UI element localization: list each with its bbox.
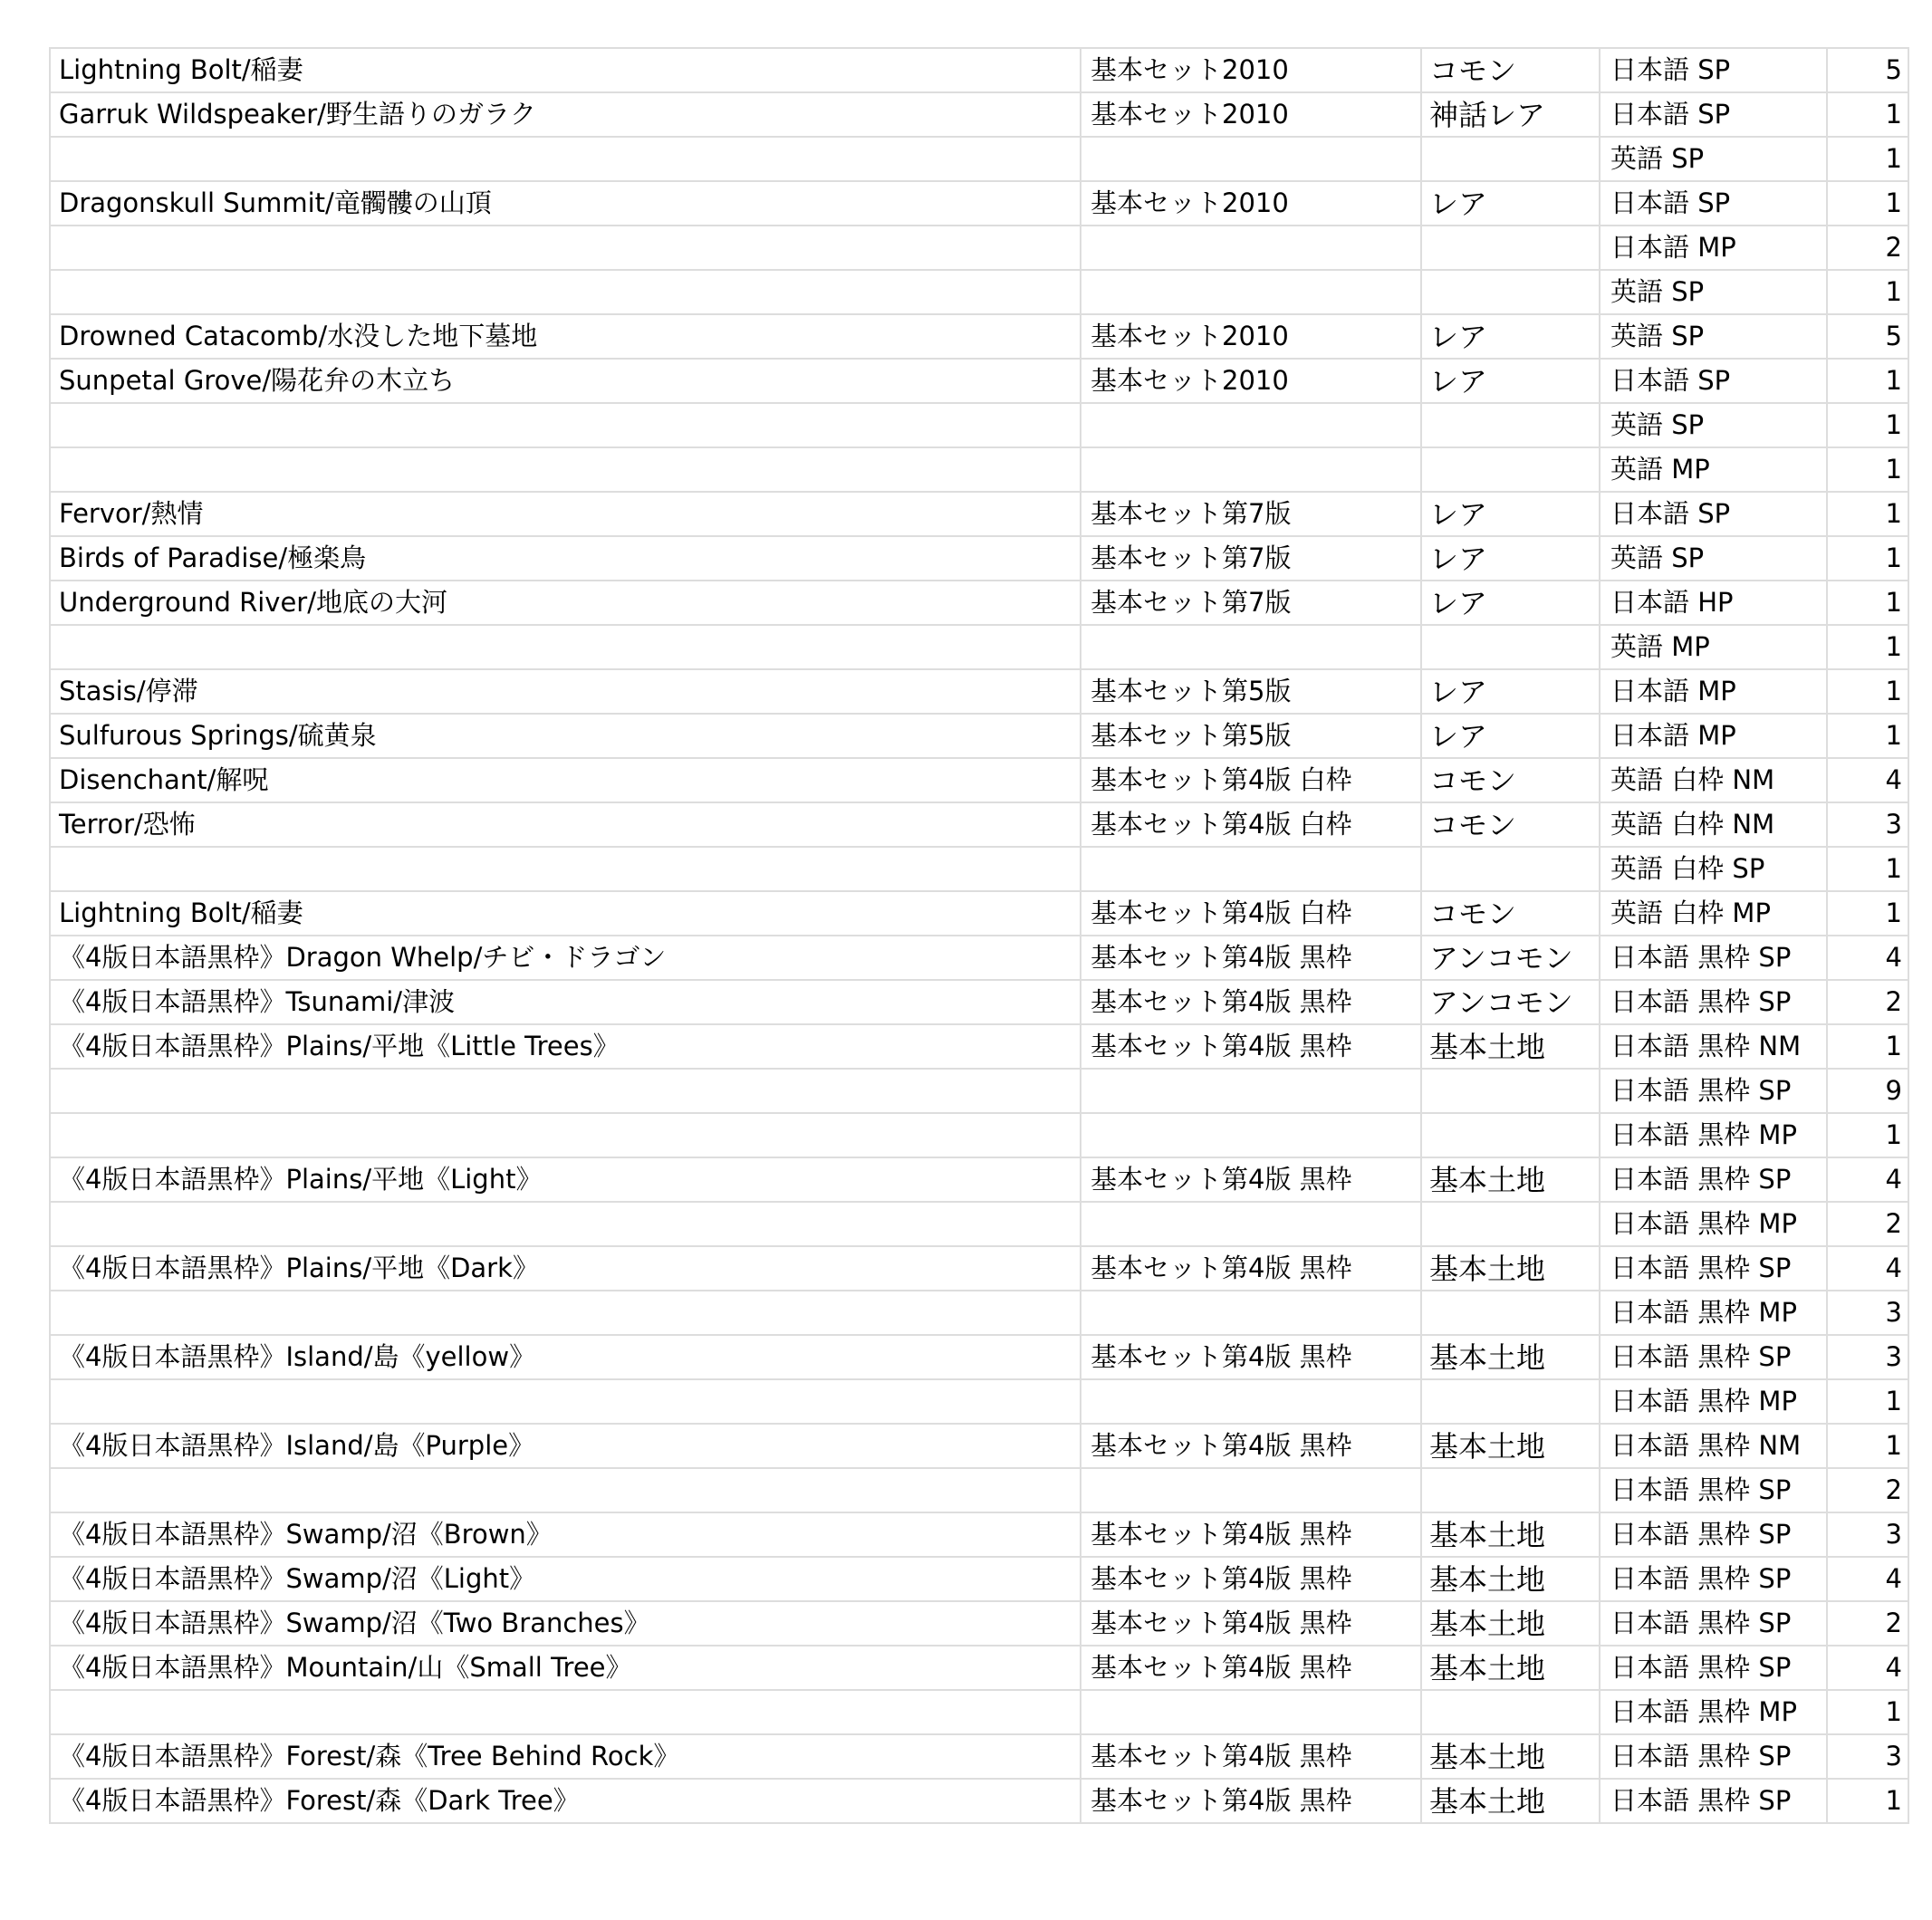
quantity-cell: 1 xyxy=(1827,669,1908,714)
table-row xyxy=(50,1646,1908,1690)
condition-cell: 英語 白枠 MP xyxy=(1600,891,1827,936)
table-row xyxy=(50,1468,1908,1512)
quantity-cell: 4 xyxy=(1827,1557,1908,1601)
set-cell xyxy=(1081,403,1421,447)
card-name-cell: Drowned Catacomb/水没した地下墓地 xyxy=(50,314,1081,359)
card-name-cell: Underground River/地底の大河 xyxy=(50,581,1081,625)
set-cell xyxy=(1081,1291,1421,1335)
table-row xyxy=(50,92,1908,137)
quantity-cell: 3 xyxy=(1827,1291,1908,1335)
set-cell: 基本セット第4版 黒枠 xyxy=(1081,1601,1421,1646)
condition-cell: 日本語 SP xyxy=(1600,181,1827,226)
inventory-table-body xyxy=(50,48,1908,1823)
condition-cell: 英語 白枠 NM xyxy=(1600,758,1827,802)
condition-cell: 日本語 SP xyxy=(1600,48,1827,92)
card-name-cell: 《4版日本語黒枠》Swamp/沼《Two Branches》 xyxy=(50,1601,1081,1646)
card-name-cell: 《4版日本語黒枠》Tsunami/津波 xyxy=(50,980,1081,1024)
rarity-cell: レア xyxy=(1421,492,1600,536)
condition-cell: 日本語 黒枠 SP xyxy=(1600,1512,1827,1557)
card-name-cell: 《4版日本語黒枠》Plains/平地《Little Trees》 xyxy=(50,1024,1081,1069)
rarity-cell xyxy=(1421,1379,1600,1424)
quantity-cell: 1 xyxy=(1827,92,1908,137)
set-cell: 基本セット第5版 xyxy=(1081,669,1421,714)
rarity-cell xyxy=(1421,226,1600,270)
condition-cell: 英語 白枠 NM xyxy=(1600,802,1827,847)
table-row xyxy=(50,936,1908,980)
quantity-cell: 3 xyxy=(1827,1335,1908,1379)
table-row xyxy=(50,1601,1908,1646)
condition-cell: 日本語 黒枠 MP xyxy=(1600,1379,1827,1424)
table-row xyxy=(50,314,1908,359)
quantity-cell: 1 xyxy=(1827,1779,1908,1823)
condition-cell: 英語 SP xyxy=(1600,314,1827,359)
card-name-cell: 《4版日本語黒枠》Plains/平地《Dark》 xyxy=(50,1246,1081,1291)
table-row xyxy=(50,714,1908,758)
table-row xyxy=(50,1779,1908,1823)
card-name-cell: Lightning Bolt/稲妻 xyxy=(50,48,1081,92)
rarity-cell: レア xyxy=(1421,714,1600,758)
rarity-cell: レア xyxy=(1421,314,1600,359)
table-row xyxy=(50,270,1908,314)
condition-cell: 日本語 黒枠 MP xyxy=(1600,1113,1827,1157)
inventory-table xyxy=(49,47,1909,1824)
rarity-cell: アンコモン xyxy=(1421,980,1600,1024)
quantity-cell: 1 xyxy=(1827,359,1908,403)
set-cell: 基本セット第4版 白枠 xyxy=(1081,758,1421,802)
set-cell xyxy=(1081,1113,1421,1157)
condition-cell: 日本語 黒枠 MP xyxy=(1600,1291,1827,1335)
table-row xyxy=(50,226,1908,270)
quantity-cell: 3 xyxy=(1827,1734,1908,1779)
condition-cell: 日本語 黒枠 NM xyxy=(1600,1024,1827,1069)
set-cell: 基本セット第7版 xyxy=(1081,536,1421,581)
quantity-cell: 1 xyxy=(1827,403,1908,447)
card-name-cell: 《4版日本語黒枠》Plains/平地《Light》 xyxy=(50,1157,1081,1202)
condition-cell: 日本語 HP xyxy=(1600,581,1827,625)
set-cell: 基本セット第5版 xyxy=(1081,714,1421,758)
condition-cell: 日本語 黒枠 SP xyxy=(1600,1601,1827,1646)
table-row xyxy=(50,1424,1908,1468)
card-name-cell xyxy=(50,137,1081,181)
condition-cell: 英語 SP xyxy=(1600,270,1827,314)
card-name-cell: 《4版日本語黒枠》Mountain/山《Small Tree》 xyxy=(50,1646,1081,1690)
rarity-cell xyxy=(1421,1069,1600,1113)
card-name-cell: Garruk Wildspeaker/野生語りのガラク xyxy=(50,92,1081,137)
rarity-cell: 基本土地 xyxy=(1421,1424,1600,1468)
quantity-cell: 2 xyxy=(1827,1601,1908,1646)
rarity-cell xyxy=(1421,1202,1600,1246)
quantity-cell: 1 xyxy=(1827,447,1908,492)
card-name-cell: 《4版日本語黒枠》Island/島《Purple》 xyxy=(50,1424,1081,1468)
table-row xyxy=(50,1512,1908,1557)
table-row xyxy=(50,1202,1908,1246)
table-row xyxy=(50,1157,1908,1202)
quantity-cell: 5 xyxy=(1827,48,1908,92)
table-row xyxy=(50,137,1908,181)
card-name-cell: Birds of Paradise/極楽鳥 xyxy=(50,536,1081,581)
rarity-cell xyxy=(1421,1113,1600,1157)
condition-cell: 日本語 MP xyxy=(1600,714,1827,758)
condition-cell: 日本語 MP xyxy=(1600,669,1827,714)
quantity-cell: 1 xyxy=(1827,1690,1908,1734)
rarity-cell: レア xyxy=(1421,359,1600,403)
card-name-cell xyxy=(50,625,1081,669)
rarity-cell: レア xyxy=(1421,581,1600,625)
rarity-cell: レア xyxy=(1421,536,1600,581)
quantity-cell: 1 xyxy=(1827,492,1908,536)
set-cell: 基本セット第4版 黒枠 xyxy=(1081,1335,1421,1379)
condition-cell: 英語 白枠 SP xyxy=(1600,847,1827,891)
table-row xyxy=(50,1379,1908,1424)
rarity-cell xyxy=(1421,1291,1600,1335)
quantity-cell: 1 xyxy=(1827,137,1908,181)
rarity-cell xyxy=(1421,447,1600,492)
rarity-cell: コモン xyxy=(1421,802,1600,847)
set-cell xyxy=(1081,1202,1421,1246)
quantity-cell: 1 xyxy=(1827,1024,1908,1069)
table-row xyxy=(50,48,1908,92)
table-row xyxy=(50,492,1908,536)
table-row xyxy=(50,1246,1908,1291)
card-name-cell: 《4版日本語黒枠》Swamp/沼《Brown》 xyxy=(50,1512,1081,1557)
condition-cell: 英語 MP xyxy=(1600,625,1827,669)
condition-cell: 日本語 黒枠 SP xyxy=(1600,1069,1827,1113)
quantity-cell: 1 xyxy=(1827,1379,1908,1424)
card-name-cell xyxy=(50,1202,1081,1246)
quantity-cell: 4 xyxy=(1827,1646,1908,1690)
rarity-cell: 基本土地 xyxy=(1421,1601,1600,1646)
condition-cell: 日本語 SP xyxy=(1600,359,1827,403)
set-cell: 基本セット第4版 黒枠 xyxy=(1081,1024,1421,1069)
rarity-cell: コモン xyxy=(1421,891,1600,936)
card-name-cell: 《4版日本語黒枠》Island/島《yellow》 xyxy=(50,1335,1081,1379)
table-row xyxy=(50,669,1908,714)
set-cell: 基本セット第4版 白枠 xyxy=(1081,891,1421,936)
rarity-cell: 基本土地 xyxy=(1421,1557,1600,1601)
set-cell xyxy=(1081,226,1421,270)
quantity-cell: 9 xyxy=(1827,1069,1908,1113)
condition-cell: 日本語 黒枠 SP xyxy=(1600,1734,1827,1779)
table-row xyxy=(50,181,1908,226)
set-cell: 基本セット第4版 黒枠 xyxy=(1081,1646,1421,1690)
rarity-cell: 基本土地 xyxy=(1421,1246,1600,1291)
set-cell: 基本セット第4版 黒枠 xyxy=(1081,1734,1421,1779)
table-row xyxy=(50,403,1908,447)
set-cell: 基本セット第4版 黒枠 xyxy=(1081,1512,1421,1557)
quantity-cell: 3 xyxy=(1827,1512,1908,1557)
card-name-cell: Dragonskull Summit/竜髑髏の山頂 xyxy=(50,181,1081,226)
condition-cell: 日本語 黒枠 SP xyxy=(1600,1246,1827,1291)
set-cell: 基本セット2010 xyxy=(1081,359,1421,403)
card-name-cell xyxy=(50,847,1081,891)
quantity-cell: 2 xyxy=(1827,1202,1908,1246)
quantity-cell: 1 xyxy=(1827,625,1908,669)
set-cell: 基本セット第4版 黒枠 xyxy=(1081,936,1421,980)
table-row xyxy=(50,1734,1908,1779)
condition-cell: 日本語 黒枠 MP xyxy=(1600,1202,1827,1246)
quantity-cell: 3 xyxy=(1827,802,1908,847)
set-cell xyxy=(1081,1069,1421,1113)
set-cell: 基本セット第4版 黒枠 xyxy=(1081,1246,1421,1291)
condition-cell: 日本語 黒枠 SP xyxy=(1600,1779,1827,1823)
table-row xyxy=(50,1113,1908,1157)
card-name-cell: Fervor/熱情 xyxy=(50,492,1081,536)
condition-cell: 日本語 SP xyxy=(1600,492,1827,536)
rarity-cell: コモン xyxy=(1421,758,1600,802)
card-name-cell xyxy=(50,1690,1081,1734)
quantity-cell: 1 xyxy=(1827,1424,1908,1468)
condition-cell: 日本語 黒枠 SP xyxy=(1600,1157,1827,1202)
rarity-cell xyxy=(1421,1468,1600,1512)
card-name-cell: 《4版日本語黒枠》Forest/森《Dark Tree》 xyxy=(50,1779,1081,1823)
card-name-cell: Terror/恐怖 xyxy=(50,802,1081,847)
table-row xyxy=(50,847,1908,891)
rarity-cell: 基本土地 xyxy=(1421,1512,1600,1557)
card-name-cell xyxy=(50,270,1081,314)
quantity-cell: 1 xyxy=(1827,891,1908,936)
set-cell xyxy=(1081,1468,1421,1512)
rarity-cell xyxy=(1421,270,1600,314)
set-cell xyxy=(1081,1379,1421,1424)
set-cell xyxy=(1081,137,1421,181)
rarity-cell: 基本土地 xyxy=(1421,1335,1600,1379)
quantity-cell: 1 xyxy=(1827,270,1908,314)
condition-cell: 英語 SP xyxy=(1600,403,1827,447)
set-cell xyxy=(1081,625,1421,669)
table-row xyxy=(50,1557,1908,1601)
set-cell: 基本セット第4版 黒枠 xyxy=(1081,1557,1421,1601)
condition-cell: 日本語 SP xyxy=(1600,92,1827,137)
quantity-cell: 2 xyxy=(1827,1468,1908,1512)
card-name-cell xyxy=(50,1291,1081,1335)
card-name-cell xyxy=(50,403,1081,447)
table-row xyxy=(50,581,1908,625)
condition-cell: 英語 SP xyxy=(1600,137,1827,181)
condition-cell: 日本語 黒枠 SP xyxy=(1600,980,1827,1024)
condition-cell: 英語 SP xyxy=(1600,536,1827,581)
card-name-cell xyxy=(50,1468,1081,1512)
condition-cell: 日本語 黒枠 SP xyxy=(1600,1646,1827,1690)
card-name-cell xyxy=(50,226,1081,270)
rarity-cell: アンコモン xyxy=(1421,936,1600,980)
quantity-cell: 1 xyxy=(1827,536,1908,581)
set-cell: 基本セット第7版 xyxy=(1081,581,1421,625)
set-cell xyxy=(1081,270,1421,314)
set-cell: 基本セット第4版 黒枠 xyxy=(1081,1424,1421,1468)
card-name-cell: Stasis/停滞 xyxy=(50,669,1081,714)
rarity-cell: レア xyxy=(1421,181,1600,226)
condition-cell: 日本語 黒枠 SP xyxy=(1600,936,1827,980)
quantity-cell: 1 xyxy=(1827,181,1908,226)
card-name-cell xyxy=(50,1379,1081,1424)
card-name-cell: Sunpetal Grove/陽花弁の木立ち xyxy=(50,359,1081,403)
quantity-cell: 4 xyxy=(1827,1246,1908,1291)
set-cell xyxy=(1081,847,1421,891)
table-row xyxy=(50,447,1908,492)
quantity-cell: 1 xyxy=(1827,581,1908,625)
table-row xyxy=(50,625,1908,669)
quantity-cell: 4 xyxy=(1827,758,1908,802)
table-row xyxy=(50,1690,1908,1734)
card-name-cell xyxy=(50,447,1081,492)
table-row xyxy=(50,1291,1908,1335)
table-row xyxy=(50,758,1908,802)
table-row xyxy=(50,1024,1908,1069)
set-cell: 基本セット2010 xyxy=(1081,92,1421,137)
table-row xyxy=(50,980,1908,1024)
rarity-cell: 基本土地 xyxy=(1421,1779,1600,1823)
quantity-cell: 2 xyxy=(1827,226,1908,270)
set-cell: 基本セット2010 xyxy=(1081,48,1421,92)
rarity-cell: 基本土地 xyxy=(1421,1024,1600,1069)
rarity-cell: レア xyxy=(1421,669,1600,714)
set-cell: 基本セット2010 xyxy=(1081,181,1421,226)
rarity-cell: 基本土地 xyxy=(1421,1734,1600,1779)
set-cell: 基本セット第4版 白枠 xyxy=(1081,802,1421,847)
quantity-cell: 1 xyxy=(1827,847,1908,891)
set-cell: 基本セット2010 xyxy=(1081,314,1421,359)
quantity-cell: 1 xyxy=(1827,714,1908,758)
set-cell: 基本セット第4版 黒枠 xyxy=(1081,1157,1421,1202)
set-cell xyxy=(1081,1690,1421,1734)
set-cell xyxy=(1081,447,1421,492)
set-cell: 基本セット第4版 黒枠 xyxy=(1081,1779,1421,1823)
condition-cell: 日本語 黒枠 SP xyxy=(1600,1557,1827,1601)
table-row xyxy=(50,359,1908,403)
table-row xyxy=(50,536,1908,581)
card-name-cell: Sulfurous Springs/硫黄泉 xyxy=(50,714,1081,758)
rarity-cell xyxy=(1421,625,1600,669)
quantity-cell: 4 xyxy=(1827,936,1908,980)
rarity-cell xyxy=(1421,137,1600,181)
rarity-cell xyxy=(1421,403,1600,447)
condition-cell: 日本語 MP xyxy=(1600,226,1827,270)
card-name-cell: 《4版日本語黒枠》Swamp/沼《Light》 xyxy=(50,1557,1081,1601)
table-row xyxy=(50,802,1908,847)
condition-cell: 日本語 黒枠 NM xyxy=(1600,1424,1827,1468)
set-cell: 基本セット第4版 黒枠 xyxy=(1081,980,1421,1024)
card-name-cell: 《4版日本語黒枠》Forest/森《Tree Behind Rock》 xyxy=(50,1734,1081,1779)
table-row xyxy=(50,891,1908,936)
card-name-cell: Disenchant/解呪 xyxy=(50,758,1081,802)
rarity-cell xyxy=(1421,847,1600,891)
rarity-cell: 基本土地 xyxy=(1421,1157,1600,1202)
card-name-cell: Lightning Bolt/稲妻 xyxy=(50,891,1081,936)
condition-cell: 日本語 黒枠 MP xyxy=(1600,1690,1827,1734)
card-name-cell xyxy=(50,1069,1081,1113)
table-row xyxy=(50,1335,1908,1379)
card-name-cell: 《4版日本語黒枠》Dragon Whelp/チビ・ドラゴン xyxy=(50,936,1081,980)
quantity-cell: 2 xyxy=(1827,980,1908,1024)
quantity-cell: 4 xyxy=(1827,1157,1908,1202)
condition-cell: 日本語 黒枠 SP xyxy=(1600,1468,1827,1512)
table-row xyxy=(50,1069,1908,1113)
card-name-cell xyxy=(50,1113,1081,1157)
condition-cell: 英語 MP xyxy=(1600,447,1827,492)
quantity-cell: 5 xyxy=(1827,314,1908,359)
condition-cell: 日本語 黒枠 SP xyxy=(1600,1335,1827,1379)
rarity-cell: 神話レア xyxy=(1421,92,1600,137)
rarity-cell: コモン xyxy=(1421,48,1600,92)
quantity-cell: 1 xyxy=(1827,1113,1908,1157)
rarity-cell: 基本土地 xyxy=(1421,1646,1600,1690)
set-cell: 基本セット第7版 xyxy=(1081,492,1421,536)
rarity-cell xyxy=(1421,1690,1600,1734)
